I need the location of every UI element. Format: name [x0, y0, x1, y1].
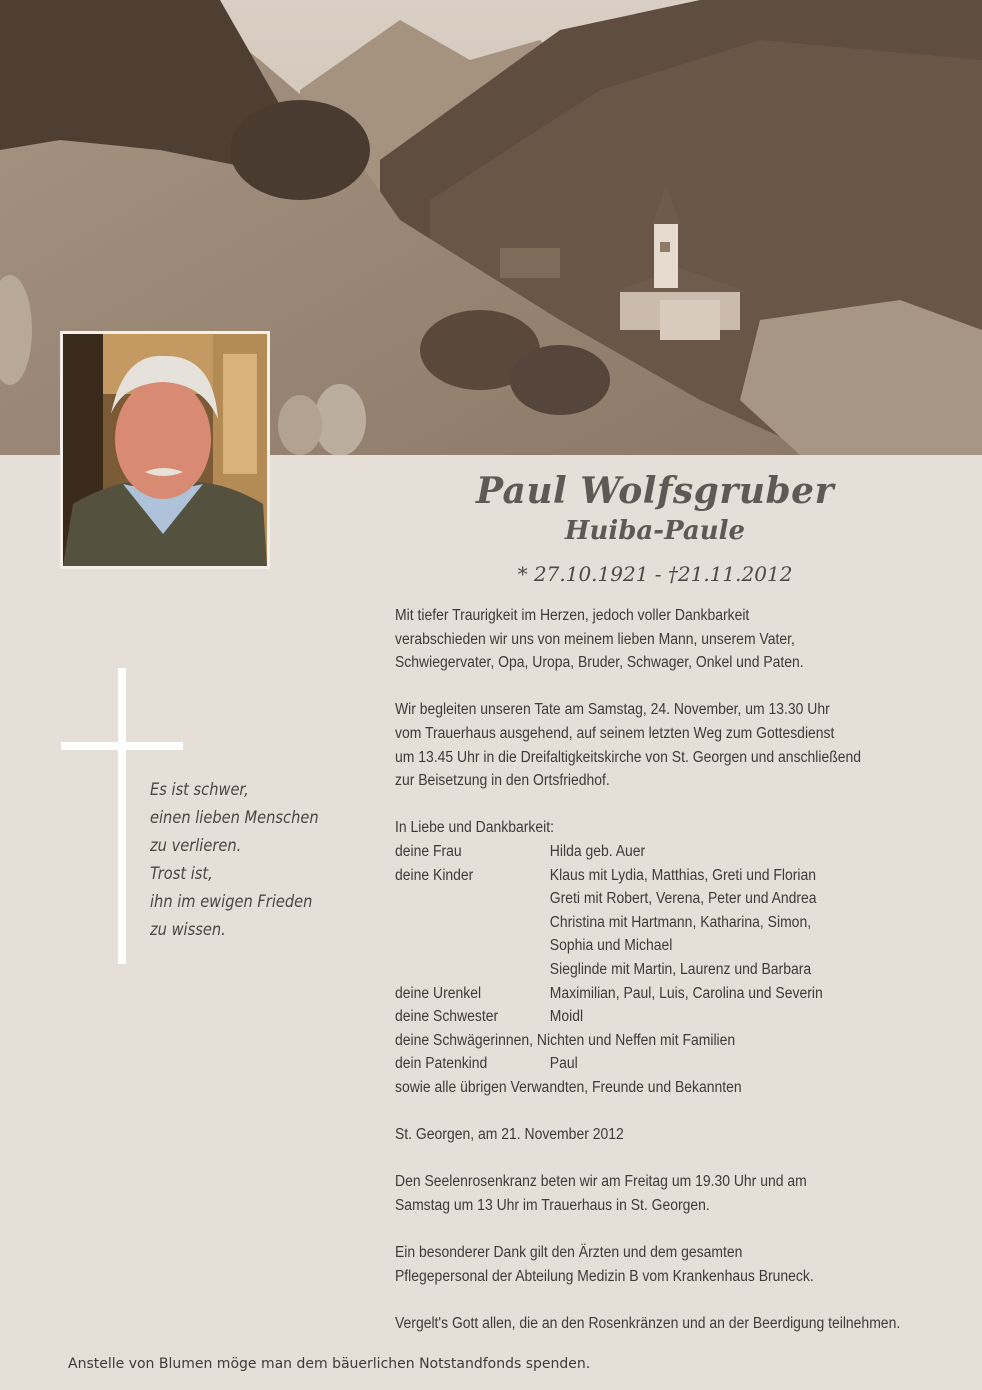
- mourner-row: [395, 911, 935, 935]
- mourner-relation: [395, 887, 550, 911]
- mourner-row: [395, 1005, 935, 1029]
- mourner-names: Klaus mit Lydia, Matthias, Greti und Florian: [549, 866, 817, 884]
- mourner-names: Maximilian, Paul, Luis, Carolina und Severin: [549, 984, 823, 1002]
- funeral-line: vom Trauerhaus ausgehend, auf seinem letzten Weg zum Gottesdienst: [395, 724, 835, 742]
- intro-line: Schwiegervater, Opa, Uropa, Bruder, Schwager, Onkel und Paten.: [395, 654, 804, 672]
- mourner-row: [395, 887, 935, 911]
- poem-line: ihn im ewigen Frieden: [150, 892, 313, 912]
- rosary-line: Samstag um 13 Uhr im Trauerhaus in St. Georgen.: [395, 1196, 710, 1214]
- intro-line: Mit tiefer Traurigkeit im Herzen, jedoch voller Dankbarkeit: [395, 607, 750, 624]
- mourner-row: [395, 934, 935, 958]
- mourner-relation: [395, 934, 550, 958]
- mourners-heading: In Liebe und Dankbarkeit:: [395, 819, 554, 837]
- deceased-nickname: Huiba-Paule: [564, 516, 746, 546]
- mourner-names: Greti mit Robert, Verena, Peter und Andrea: [549, 890, 817, 908]
- closing-line: Vergelt's Gott allen, die an den Rosenkränzen und an der Beerdigung teilnehmen.: [395, 1314, 901, 1332]
- announcement-text: [395, 604, 935, 1335]
- mourner-row: [395, 864, 935, 888]
- mourner-relation: [395, 911, 550, 935]
- funeral-line: um 13.45 Uhr in die Dreifaltigkeitskirche von St. Georgen und anschließend: [395, 748, 862, 766]
- cross-icon-bar: [61, 742, 183, 750]
- mourner-row: [395, 1052, 935, 1076]
- mourner-names: Hilda geb. Auer: [549, 842, 646, 860]
- life-dates: * 27.10.1921 - †21.11.2012: [517, 562, 793, 586]
- poem-line: zu verlieren.: [150, 836, 242, 856]
- footer-note: Anstelle von Blumen möge man dem bäuerlichen Notstandfonds spenden.: [68, 1356, 591, 1372]
- sisters-in-law-line: deine Schwägerinnen, Nichten und Neffen mit Familien: [395, 1031, 736, 1049]
- mourner-relation: deine Schwester: [395, 1008, 499, 1026]
- intro-line: verabschieden wir uns von meinem lieben Mann, unserem Vater,: [395, 630, 795, 648]
- cross-icon: [118, 668, 126, 964]
- funeral-line: Wir begleiten unseren Tate am Samstag, 24. November, um 13.30 Uhr: [395, 701, 830, 719]
- mourner-relation: [395, 958, 550, 982]
- mourner-row: [395, 958, 935, 982]
- poem-line: Es ist schwer,: [150, 780, 249, 800]
- deceased-name: Paul Wolfsgruber: [475, 470, 835, 512]
- thanks-line: Ein besonderer Dank gilt den Ärzten und dem gesamten: [395, 1244, 743, 1262]
- mourner-names: Moidl: [549, 1008, 584, 1026]
- poem-line: Trost ist,: [150, 864, 213, 884]
- poem: [150, 776, 339, 944]
- funeral-line: zur Beisetzung in den Ortsfriedhof.: [395, 772, 610, 790]
- poem-line: zu wissen.: [150, 920, 226, 940]
- thanks-line: Pflegepersonal der Abteilung Medizin B vom Krankenhaus Bruneck.: [395, 1267, 814, 1285]
- mourner-row: [395, 840, 935, 864]
- mourner-relation: deine Kinder: [395, 866, 474, 884]
- poem-line: einen lieben Menschen: [150, 808, 319, 828]
- mourner-relation: deine Urenkel: [395, 984, 482, 1002]
- portrait-photo: [60, 331, 270, 569]
- mourner-relation: dein Patenkind: [395, 1055, 488, 1073]
- mourner-row: [395, 982, 935, 1006]
- others-line: sowie alle übrigen Verwandten, Freunde und Bekannten: [395, 1078, 742, 1096]
- mourner-names: Paul: [549, 1055, 578, 1073]
- rosary-line: Den Seelenrosenkranz beten wir am Freitag um 19.30 Uhr und am: [395, 1173, 807, 1191]
- mourner-relation: deine Frau: [395, 842, 462, 860]
- place-date: St. Georgen, am 21. November 2012: [395, 1126, 624, 1144]
- mourner-names: Christina mit Hartmann, Katharina, Simon,: [549, 913, 812, 931]
- mourner-names: Sophia und Michael: [549, 937, 673, 955]
- mourner-names: Sieglinde mit Martin, Laurenz und Barbara: [549, 960, 812, 978]
